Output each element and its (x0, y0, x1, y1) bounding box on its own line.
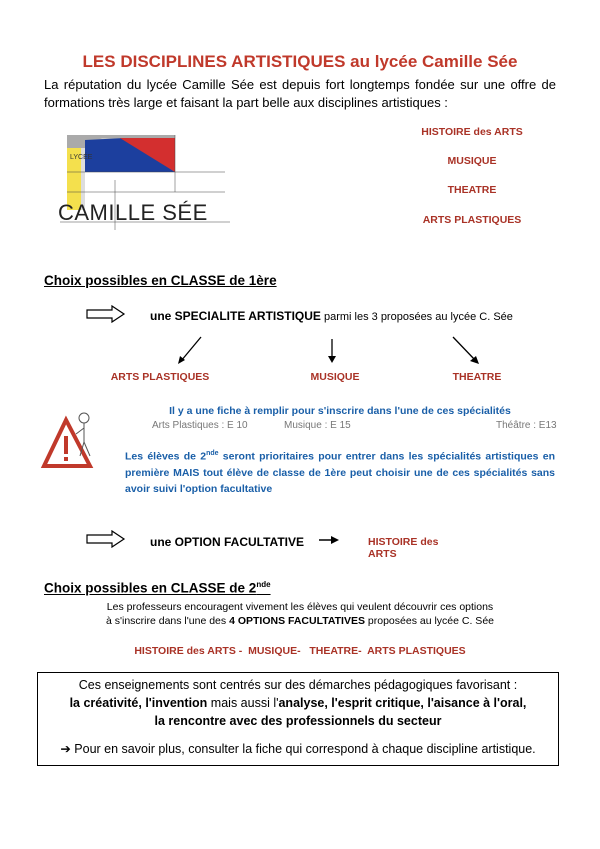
section-1ere-heading: Choix possibles en CLASSE de 1ère (44, 273, 277, 288)
section2-line2 (0, 615, 600, 627)
specialite-label: une SPECIALITE ARTISTIQUE (150, 309, 321, 323)
section2-line2-bold: 4 OPTIONS FACULTATIVES (229, 615, 365, 627)
specialite-detail: parmi les 3 proposées au lycée C. Sée (320, 311, 513, 323)
options-list: HISTOIRE des ARTS - MUSIQUE- THEATRE- ARTS PLASTIQUES (134, 645, 466, 657)
section-2nde-sup: nde (256, 580, 271, 589)
outline-arrow-icon (86, 305, 126, 323)
room-theatre: Théâtre : E13 (496, 420, 557, 431)
priority-note (125, 446, 555, 497)
outline-arrow-icon-2 (86, 530, 126, 548)
summary-box (37, 672, 559, 766)
section2-line2-suffix: proposées au lycée C. Sée (365, 615, 494, 627)
discipline-theatre: THEATRE (447, 184, 497, 196)
specialite-line (150, 309, 513, 323)
box-line1: Ces enseignements sont centrés sur des démarches pédagogiques favorisant : (78, 678, 518, 692)
choice-musique: MUSIQUE (310, 371, 360, 383)
discipline-arts-plastiques: ARTS PLASTIQUES (422, 214, 522, 226)
arrow-down-left-icon (175, 335, 205, 365)
box-line3: la rencontre avec des professionnels du secteur (154, 714, 442, 728)
camille-see-logo (55, 130, 235, 230)
box-line2-c: analyse, l'esprit critique, l'aisance à l'oral, (278, 696, 527, 710)
priority-prefix: Les élèves de 2 (125, 450, 207, 463)
logo-name: CAMILLE SÉE (58, 200, 208, 225)
discipline-musique: MUSIQUE (447, 155, 497, 167)
arrow-down-right-icon (450, 335, 482, 365)
fiche-note: Il y a une fiche à remplir pour s'inscrire dans l'une de ces spécialités (169, 405, 511, 417)
section-2nde-prefix: Choix possibles en CLASSE de 2 (44, 580, 257, 596)
section2-line2-prefix: à s'inscrire dans l'une des (105, 615, 230, 627)
intro-paragraph: La réputation du lycée Camille Sée est depuis fort longtemps fondée sur une offre de formations très large et faisant la part belle aux disciplines artistiques : (44, 77, 556, 110)
box-line2 (38, 694, 558, 712)
page-title: LES DISCIPLINES ARTISTIQUES au lycée Camille Sée (82, 52, 518, 71)
option-value: HISTOIRE des ARTS (368, 536, 439, 560)
box-line2-a: la créativité, l'invention (69, 696, 208, 710)
box-line2-b: mais aussi l' (207, 696, 279, 710)
option-label: une OPTION FACULTATIVE (150, 535, 304, 549)
arrow-down-icon (324, 338, 340, 364)
arrow-right-icon: ➔ (60, 742, 75, 756)
warning-icon (40, 408, 100, 472)
logo-small-text: LYCÉE (70, 154, 93, 161)
room-musique: Musique : E 15 (284, 420, 351, 431)
choice-arts-plastiques: ARTS PLASTIQUES (110, 371, 210, 383)
room-arts-plastiques: Arts Plastiques : E 10 (152, 420, 248, 431)
discipline-histoire: HISTOIRE des ARTS (421, 126, 523, 138)
section-2nde-heading (44, 580, 271, 596)
choice-theatre: THEATRE (452, 371, 502, 383)
small-arrow-right-icon (318, 534, 340, 546)
priority-sup: nde (206, 450, 219, 457)
section2-line1: Les professeurs encouragent vivement les élèves qui veulent découvrir ces options (106, 601, 494, 613)
box-line4-row (38, 740, 558, 758)
box-line4: Pour en savoir plus, consulter la fiche qui correspond à chaque discipline artistique. (74, 742, 536, 756)
priority-text: seront prioritaires pour entrer dans les spécialités artistiques en première MAIS tout élève de classe de 1ère peut choisir une de ces spécialités sans avoir suivi l'option facultative (125, 450, 555, 495)
